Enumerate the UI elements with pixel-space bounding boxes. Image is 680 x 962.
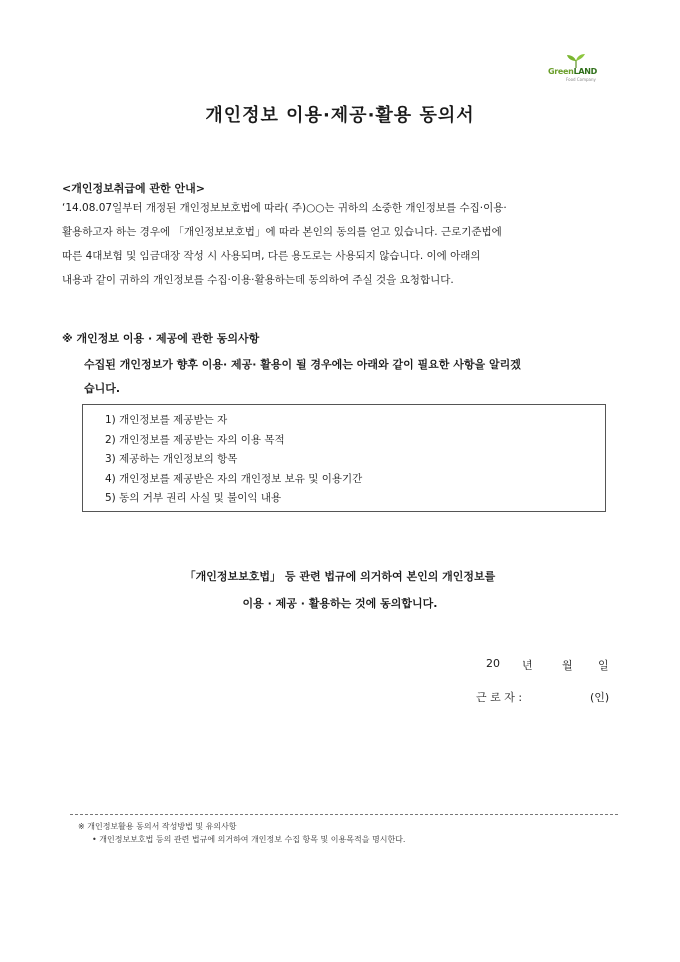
guide-line: 내용과 같이 귀하의 개인정보를 수집·이용·활용하는데 동의하여 주실 것을 요청합니다. (62, 274, 454, 286)
consent-paragraph (84, 353, 618, 401)
footnote-heading: ※ 개인정보활용 동의서 작성방법 및 유의사항 (78, 822, 237, 831)
agreement-line-1: 「개인정보보호법」 등 관련 법규에 의거하여 본인의 개인정보를 (184, 570, 496, 583)
consent-item: 3) 제공하는 개인정보의 항목 (105, 453, 238, 465)
logo-subtext: Food Company (566, 77, 596, 82)
agreement-line-2: 이용 · 제공 · 활용하는 것에 동의합니다. (242, 597, 438, 610)
sprout-leaf-icon (566, 54, 586, 68)
seal-mark: (인) (590, 691, 610, 704)
logo-text-land: LAND (573, 67, 597, 76)
guide-line: 따른 4대보험 및 임금대장 작성 시 사용되며, 다른 용도로는 사용되지 않습니다. 이에 아래의 (62, 250, 481, 262)
guide-paragraph (62, 196, 618, 292)
company-logo (548, 54, 608, 82)
year-prefix: 20 (486, 657, 500, 670)
guide-line: 활용하고자 하는 경우에 「개인정보보호법」에 따라 본인의 동의를 얻고 있습니다. 근로기준법에 (62, 226, 502, 238)
document-title: 개인정보 이용·제공·활용 동의서 (205, 105, 475, 126)
consent-line: 습니다. (84, 382, 121, 395)
logo-wordmark (548, 67, 597, 76)
logo-text-green: Green (548, 67, 574, 76)
consent-line: 수집된 개인정보가 향후 이용· 제공· 활용이 될 경우에는 아래와 같이 필요한 사항을 알리겠 (84, 358, 521, 371)
consent-item: 5) 동의 거부 권리 사실 및 불이익 내용 (105, 492, 282, 504)
guide-heading: <개인정보취급에 관한 안내> (62, 182, 205, 195)
month-unit: 월 (562, 659, 573, 672)
consent-item: 1) 개인정보를 제공받는 자 (105, 414, 228, 426)
year-unit: 년 (522, 659, 533, 672)
consent-item: 2) 개인정보를 제공받는 자의 이용 목적 (105, 433, 285, 446)
footnote-divider (70, 814, 618, 815)
guide-line: ‘14.08.07일부터 개정된 개인정보보호법에 따라( 주)○○는 귀하의 소중한 개인정보를 수집·이용· (62, 202, 507, 214)
footnote-body: • 개인정보보호법 등의 관련 법규에 의거하여 개인정보 수집 항목 및 이용목적을 명시한다. (92, 835, 406, 844)
consent-items-box (82, 404, 606, 512)
day-unit: 일 (598, 659, 609, 672)
consent-item: 4) 개인정보를 제공받은 자의 개인정보 보유 및 이용기간 (105, 472, 363, 485)
consent-heading: ※ 개인정보 이용 · 제공에 관한 동의사항 (62, 332, 260, 345)
worker-label: 근 로 자 : (476, 691, 523, 704)
